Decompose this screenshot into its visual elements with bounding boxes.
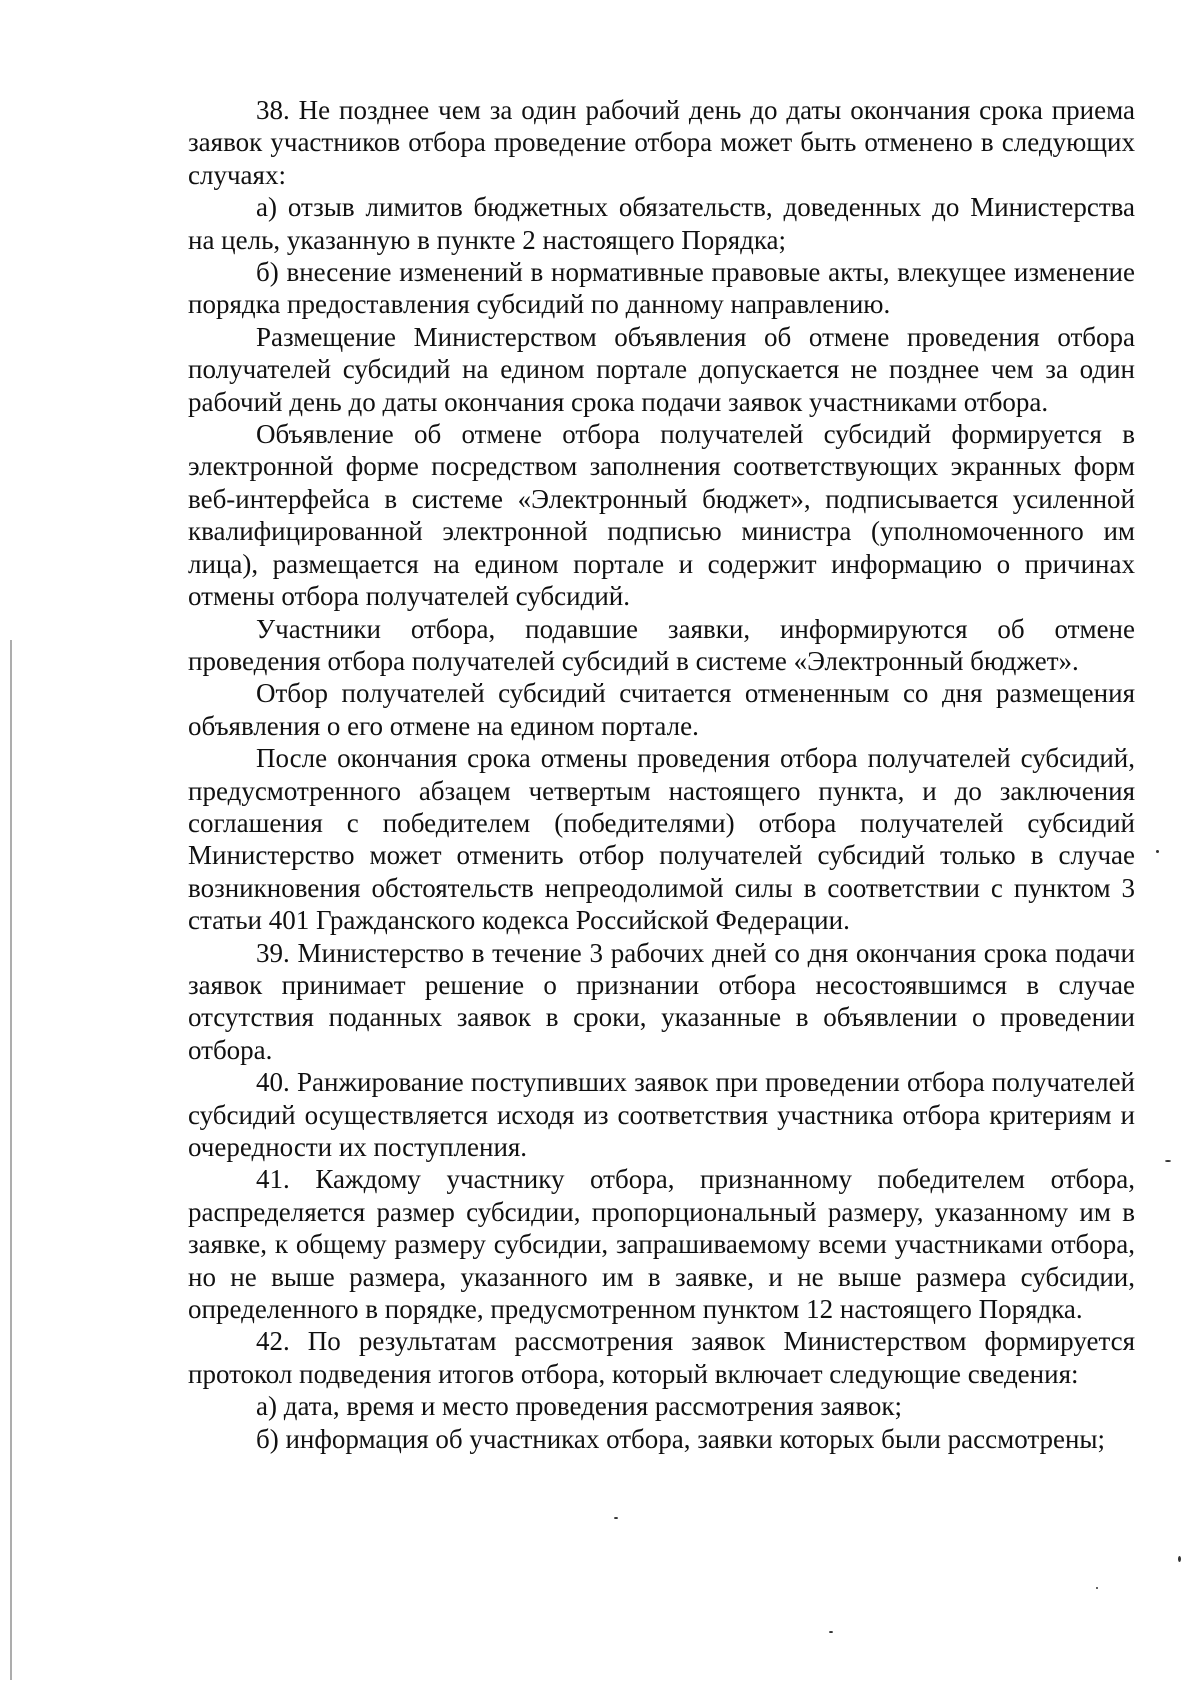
paragraph-39: 39. Министерство в течение 3 рабочих дней со дня окончания срока подачи заявок принимает решение о признании отбора несостоявшимся в случае отсутствия поданных заявок в сроки, указанные в объявлении о проведении отбора. (188, 937, 1135, 1065)
paragraph-38: 38. Не позднее чем за один рабочий день до даты окончания срока приема заявок участников отбора проведение отбора может быть отменено в следующих случаях: (188, 95, 1135, 190)
paragraph-selection-cancelled: Отбор получателей субсидий считается отмененным со дня размещения объявления о его отмене на едином портале. (188, 678, 1135, 741)
paragraph-42-item-a: а) дата, время и место проведения рассмотрения заявок; (256, 1391, 903, 1422)
paragraph-38-item-b: б) внесение изменений в нормативные правовые акты, влекущее изменение порядка предоставления субсидий по данному направлению. (188, 257, 1135, 320)
paragraph-participants-informed: Участники отбора, подавшие заявки, информируются об отмене проведения отбора получателей субсидий в системе «Электронный бюджет». (188, 613, 1135, 676)
paragraph-41: 41. Каждому участнику отбора, признанному победителем отбора, распределяется размер субсидии, пропорциональный размеру, указанному им в заявке, к общему размеру субсидии, запрашиваемому всеми участниками отбора, но не выше размера, указанного им в заявке, и не выше размера субсидии, определенного в порядке, предусмотренном пунктом 12 настоящего Порядка. (188, 1164, 1135, 1325)
scan-speck (1165, 1160, 1171, 1162)
scan-speck (1096, 1587, 1098, 1589)
document-body (188, 94, 1135, 1455)
scan-speck (614, 1517, 618, 1519)
paragraph-force-majeure: После окончания срока отмены проведения отбора получателей субсидий, предусмотренного абзацем четвертым настоящего пункта, и до заключения соглашения с победителем (победителями) отбора получателей субсидий Министерство может отменить отбор получателей субсидий только в случае возникновения обстоятельств непреодолимой силы в соответствии с пунктом 3 статьи 401 Гражданского кодекса Российской Федерации. (188, 743, 1135, 936)
paragraph-38-item-a: а) отзыв лимитов бюджетных обязательств, доведенных до Министерства на цель, указанную в пункте 2 настоящего Порядка; (188, 192, 1135, 255)
paragraph-42: 42. По результатам рассмотрения заявок Министерством формируется протокол подведения итогов отбора, который включает следующие сведения: (188, 1326, 1135, 1389)
paragraph-42-item-b: б) информация об участниках отбора, заявки которых были рассмотрены; (256, 1423, 1106, 1454)
scan-speck (829, 1631, 833, 1633)
paragraph-40: 40. Ранжирование поступивших заявок при проведении отбора получателей субсидий осуществляется исходя из соответствия участника отбора критериям и очередности их поступления. (188, 1067, 1135, 1162)
scan-speck (1156, 850, 1159, 853)
paragraph-cancellation-announcement: Объявление об отмене отбора получателей субсидий формируется в электронной форме посредством заполнения соответствующих экранных форм веб-интерфейса в системе «Электронный бюджет», подписывается усиленной квалифицированной электронной подписью министра (уполномоченного им лица), размещается на едином портале и содержит информацию о причинах отмены отбора получателей субсидий. (188, 419, 1135, 612)
paragraph-cancellation-posting: Размещение Министерством объявления об отмене проведения отбора получателей субсидий на едином портале допускается не позднее чем за один рабочий день до даты окончания срока подачи заявок участниками отбора. (188, 321, 1135, 417)
scan-speck (1178, 1556, 1181, 1562)
scan-edge-line (10, 640, 12, 1680)
